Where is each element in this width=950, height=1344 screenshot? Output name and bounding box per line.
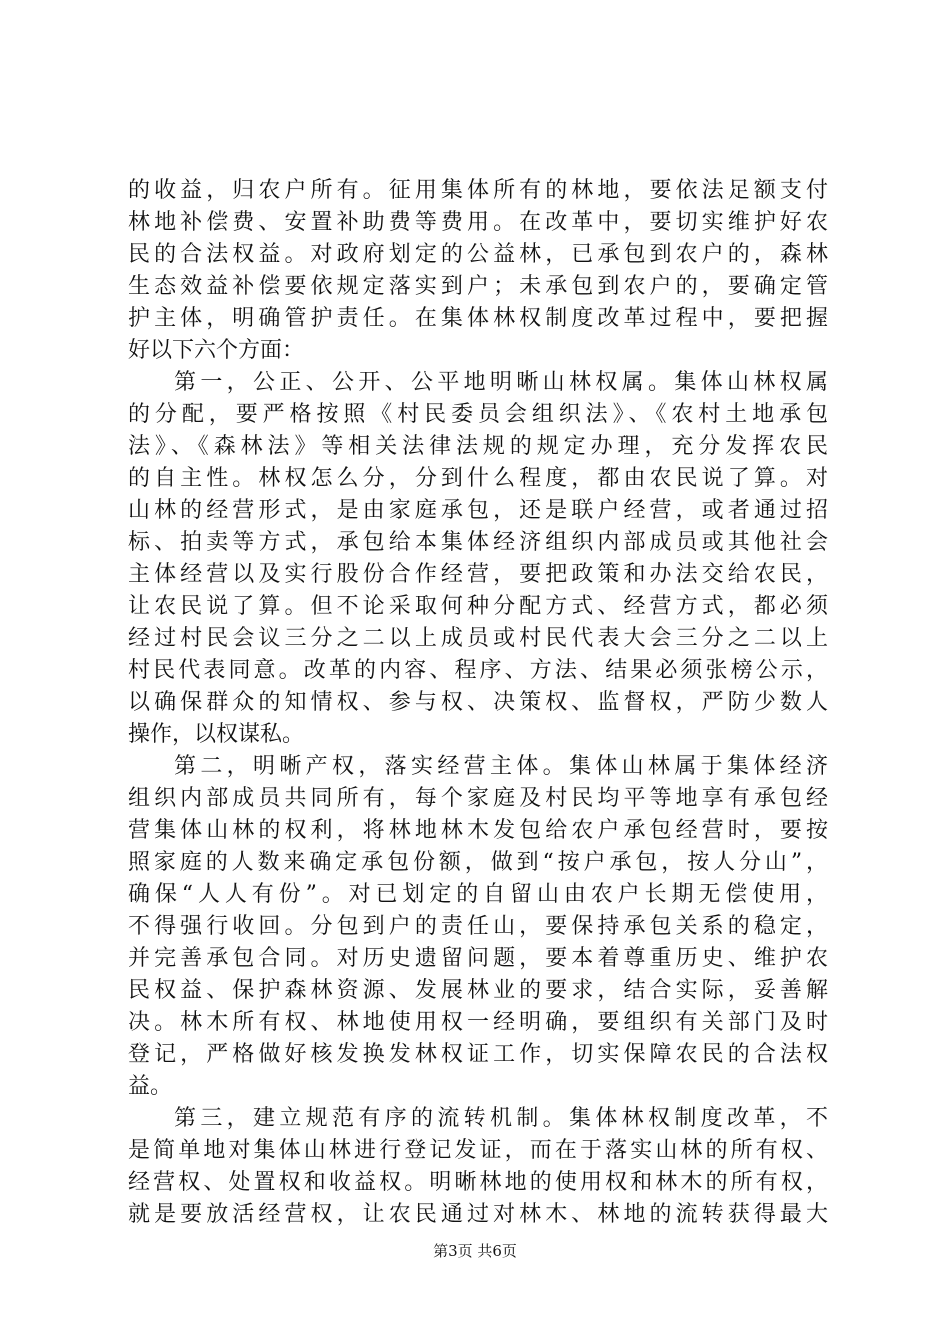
text-line: 操作，以权谋私。 bbox=[128, 722, 305, 747]
text-line: 林地补偿费、安置补助费等费用。在改革中，要切实维护好农 bbox=[128, 210, 828, 235]
text-line: 的收益，归农户所有。征用集体所有的林地，要依法足额支付 bbox=[128, 178, 828, 203]
text-line: 就是要放活经营权，让农民通过对林木、林地的流转获得最大 bbox=[128, 1202, 828, 1227]
text-line: 的自主性。林权怎么分，分到什么程度，都由农民说了算。对 bbox=[128, 466, 828, 491]
text-line: 山林的经营形式，是由家庭承包，还是联户经营，或者通过招 bbox=[128, 498, 828, 523]
text-line: 好以下六个方面： bbox=[128, 338, 305, 363]
text-line: 标、拍卖等方式，承包给本集体经济组织内部成员或其他社会 bbox=[128, 530, 828, 555]
text-line: 民的合法权益。对政府划定的公益林，已承包到农户的，森林 bbox=[128, 242, 828, 267]
text-line: 照家庭的人数来确定承包份额，做到“按户承包，按人分山”， bbox=[128, 850, 828, 875]
text-line: 民权益、保护森林资源、发展林业的要求，结合实际，妥善解 bbox=[128, 978, 828, 1003]
text-line: 生态效益补偿要依规定落实到户；未承包到农户的，要确定管 bbox=[128, 274, 828, 299]
page-footer: 第3页 共6页 bbox=[433, 1242, 517, 1260]
text-line: 是简单地对集体山林进行登记发证，而在于落实山林的所有权、 bbox=[128, 1138, 828, 1163]
text-line: 村民代表同意。改革的内容、程序、方法、结果必须张榜公示， bbox=[128, 658, 828, 683]
text-line: 营集体山林的权利，将林地林木发包给农户承包经营时，要按 bbox=[128, 818, 828, 843]
text-line: 确保“人人有份”。对已划定的自留山由农户长期无偿使用， bbox=[128, 882, 828, 907]
text-line: 的分配，要严格按照《村民委员会组织法》、《农村土地承包 bbox=[128, 402, 828, 427]
text-line: 并完善承包合同。对历史遗留问题，要本着尊重历史、维护农 bbox=[128, 946, 828, 971]
text-line: 经营权、处置权和收益权。明晰林地的使用权和林木的所有权， bbox=[128, 1170, 828, 1195]
text-line: 不得强行收回。分包到户的责任山，要保持承包关系的稳定， bbox=[128, 914, 828, 939]
text-line: 第三，建立规范有序的流转机制。集体林权制度改革，不 bbox=[174, 1106, 828, 1131]
text-line: 登记，严格做好核发换发林权证工作，切实保障农民的合法权 bbox=[128, 1042, 828, 1067]
text-line: 主体经营以及实行股份合作经营，要把政策和办法交给农民， bbox=[128, 562, 828, 587]
text-line: 决。林木所有权、林地使用权一经明确，要组织有关部门及时 bbox=[128, 1010, 828, 1035]
body-text bbox=[128, 175, 828, 1231]
text-line: 以确保群众的知情权、参与权、决策权、监督权，严防少数人 bbox=[128, 690, 828, 715]
text-line: 法》、《森林法》等相关法律法规的规定办理，充分发挥农民 bbox=[128, 434, 828, 459]
text-line: 第一，公正、公开、公平地明晰山林权属。集体山林权属 bbox=[174, 370, 828, 395]
text-line: 经过村民会议三分之二以上成员或村民代表大会三分之二以上 bbox=[128, 626, 828, 651]
text-line: 组织内部成员共同所有，每个家庭及村民均平等地享有承包经 bbox=[128, 786, 828, 811]
text-line: 第二，明晰产权，落实经营主体。集体山林属于集体经济 bbox=[174, 754, 828, 779]
text-line: 益。 bbox=[128, 1074, 173, 1099]
text-line: 护主体，明确管护责任。在集体林权制度改革过程中，要把握 bbox=[128, 306, 828, 331]
text-line: 让农民说了算。但不论采取何种分配方式、经营方式，都必须 bbox=[128, 594, 828, 619]
